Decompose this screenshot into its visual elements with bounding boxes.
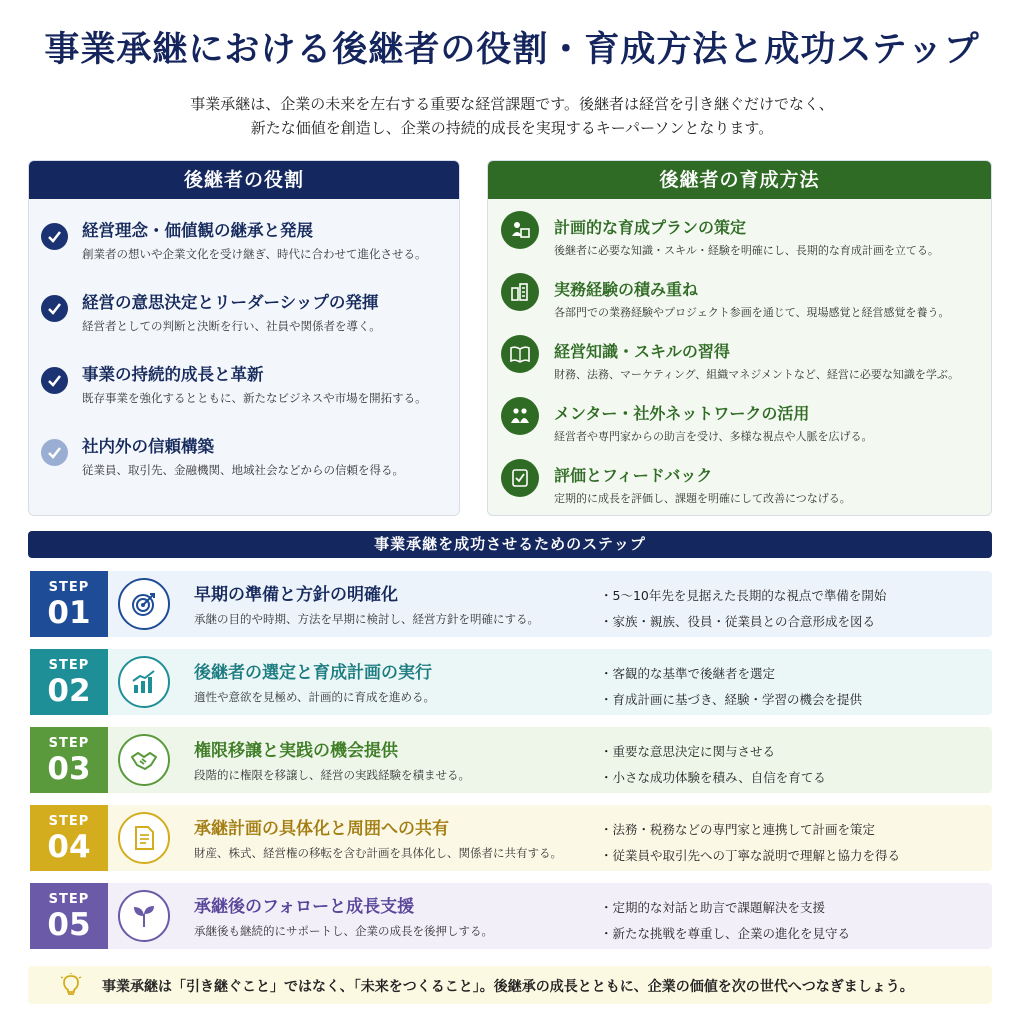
plan-icon [501,211,539,249]
step-number: 04 [47,829,91,865]
step-bullet: ・ 客観的な基準で後継者を選定 [600,661,862,687]
step-number: 02 [47,673,91,709]
step-label: STEP [48,580,90,595]
training-desc: 経営者や専門家からの助言を受け、多様な視点や人脈を広げる。 [554,430,873,443]
step-bullets [600,661,862,713]
step-label: STEP [48,736,90,751]
training-title: 経営知識・スキルの習得 [554,342,730,361]
network-icon [501,397,539,435]
step-title: 承継後のフォローと成長支援 [194,897,415,917]
steps-heading: 事業承継を成功させるためのステップ [28,531,992,558]
step-title: 後継者の選定と育成計画の実行 [194,663,432,683]
step-title: 権限移譲と実践の機会提供 [194,741,398,761]
intro-line-2: 新たな価値を創造し、企業の持続的成長を実現するキーパーソンとなります。 [250,119,774,137]
step-desc: 適性や意欲を見極め、計画的に育成を進める。 [194,690,436,704]
step-number: 01 [47,595,91,631]
roles-heading: 後継者の役割 [29,161,459,199]
step-03 [30,727,992,793]
intro-text [0,92,1024,140]
evaluation-icon [501,459,539,497]
roles-panel [28,160,460,516]
step-bullet: ・ 小さな成功体験を積み、自信を育てる [600,765,826,791]
training-panel [487,160,992,516]
check-icon [41,367,68,394]
role-title: 社内外の信頼構築 [82,437,214,456]
step-title: 早期の準備と方針の明確化 [194,585,398,605]
step-05 [30,883,992,949]
check-icon [41,295,68,322]
footer-message [28,966,992,1004]
step-bullets [600,739,826,791]
step-badge [30,805,108,871]
page-title: 事業承継における後継者の役割・育成方法と成功ステップ [44,29,980,70]
check-icon [41,223,68,250]
handshake-icon [118,734,170,786]
step-label: STEP [48,814,90,829]
step-bullet: ・ 法務・税務などの専門家と連携して計画を策定 [600,817,900,843]
step-bullets [600,583,886,635]
document-icon [118,812,170,864]
step-bullet: ・ 新たな挑戦を尊重し、企業の進化を見守る [600,921,850,947]
role-desc: 創業者の想いや企業文化を受け継ぎ、時代に合わせて進化させる。 [82,247,427,261]
training-title: 評価とフィードバック [554,466,713,485]
step-bullets [600,895,850,947]
role-title: 経営の意思決定とリーダーシップの発揮 [82,293,379,312]
step-badge [30,571,108,637]
training-desc: 定期的に成長を評価し、課題を明確にして改善につなげる。 [554,492,851,505]
book-icon [501,335,539,373]
training-desc: 各部門での業務経験やプロジェクト参画を通じて、現場感覚と経営感覚を養う。 [554,306,950,319]
training-title: メンター・社外ネットワークの活用 [554,404,810,423]
step-02 [30,649,992,715]
growth-chart-icon [118,656,170,708]
step-bullets [600,817,900,869]
step-label: STEP [48,892,90,907]
step-04 [30,805,992,871]
step-desc: 財産、株式、経営権の移転を含む計画を具体化し、関係者に共有する。 [194,846,562,860]
training-title: 実務経験の積み重ね [554,280,699,299]
step-number: 05 [47,907,91,943]
step-desc: 段階的に権限を移譲し、経営の実践経験を積ませる。 [194,768,470,782]
role-title: 経営理念・価値観の継承と発展 [82,221,313,240]
step-bullet: ・ 従業員や取引先への丁寧な説明で理解と協力を得る [600,843,900,869]
training-title: 計画的な育成プランの策定 [554,218,747,237]
sprout-icon [118,890,170,942]
training-heading: 後継者の育成方法 [488,161,991,199]
target-icon [118,578,170,630]
lightbulb-icon [60,973,82,1001]
footer-text: 事業承継は「引き継ぐこと」ではなく、「未来をつくること」。後継承の成長とともに、企業の価値を次の世代へつなぎましょう。 [102,979,914,995]
intro-line-1: 事業承継は、企業の未来を左右する重要な経営課題です。後継者は経営を引き継ぐだけでなく、 [190,95,834,113]
role-desc: 従業員、取引先、金融機関、地域社会などからの信頼を得る。 [82,463,404,477]
step-label: STEP [48,658,90,673]
step-bullet: ・ 重要な意思決定に関与させる [600,739,826,765]
training-desc: 財務、法務、マーケティング、組織マネジメントなど、経営に必要な知識を学ぶ。 [554,368,960,381]
step-badge [30,727,108,793]
step-01 [30,571,992,637]
step-badge [30,883,108,949]
step-bullet: ・ 家族・親族、役員・従業員との合意形成を図る [600,609,886,635]
role-title: 事業の持続的成長と革新 [82,365,264,384]
step-badge [30,649,108,715]
step-bullet: ・ 育成計画に基づき、経験・学習の機会を提供 [600,687,862,713]
step-desc: 承継の目的や時期、方法を早期に検討し、経営方針を明確にする。 [194,612,539,626]
role-desc: 経営者としての判断と決断を行い、社員や関係者を導く。 [82,319,381,333]
step-desc: 承継後も継続的にサポートし、企業の成長を後押しする。 [194,924,493,938]
building-icon [501,273,539,311]
role-desc: 既存事業を強化するとともに、新たなビジネスや市場を開拓する。 [82,391,427,405]
step-number: 03 [47,751,91,787]
check-icon [41,439,68,466]
training-desc: 後継者に必要な知識・スキル・経験を明確にし、長期的な育成計画を立てる。 [554,244,939,257]
step-title: 承継計画の具体化と周囲への共有 [194,819,449,839]
step-bullet: ・ 定期的な対話と助言で課題解決を支援 [600,895,850,921]
step-bullet: ・ 5〜10年先を見据えた長期的な視点で準備を開始 [600,583,886,609]
